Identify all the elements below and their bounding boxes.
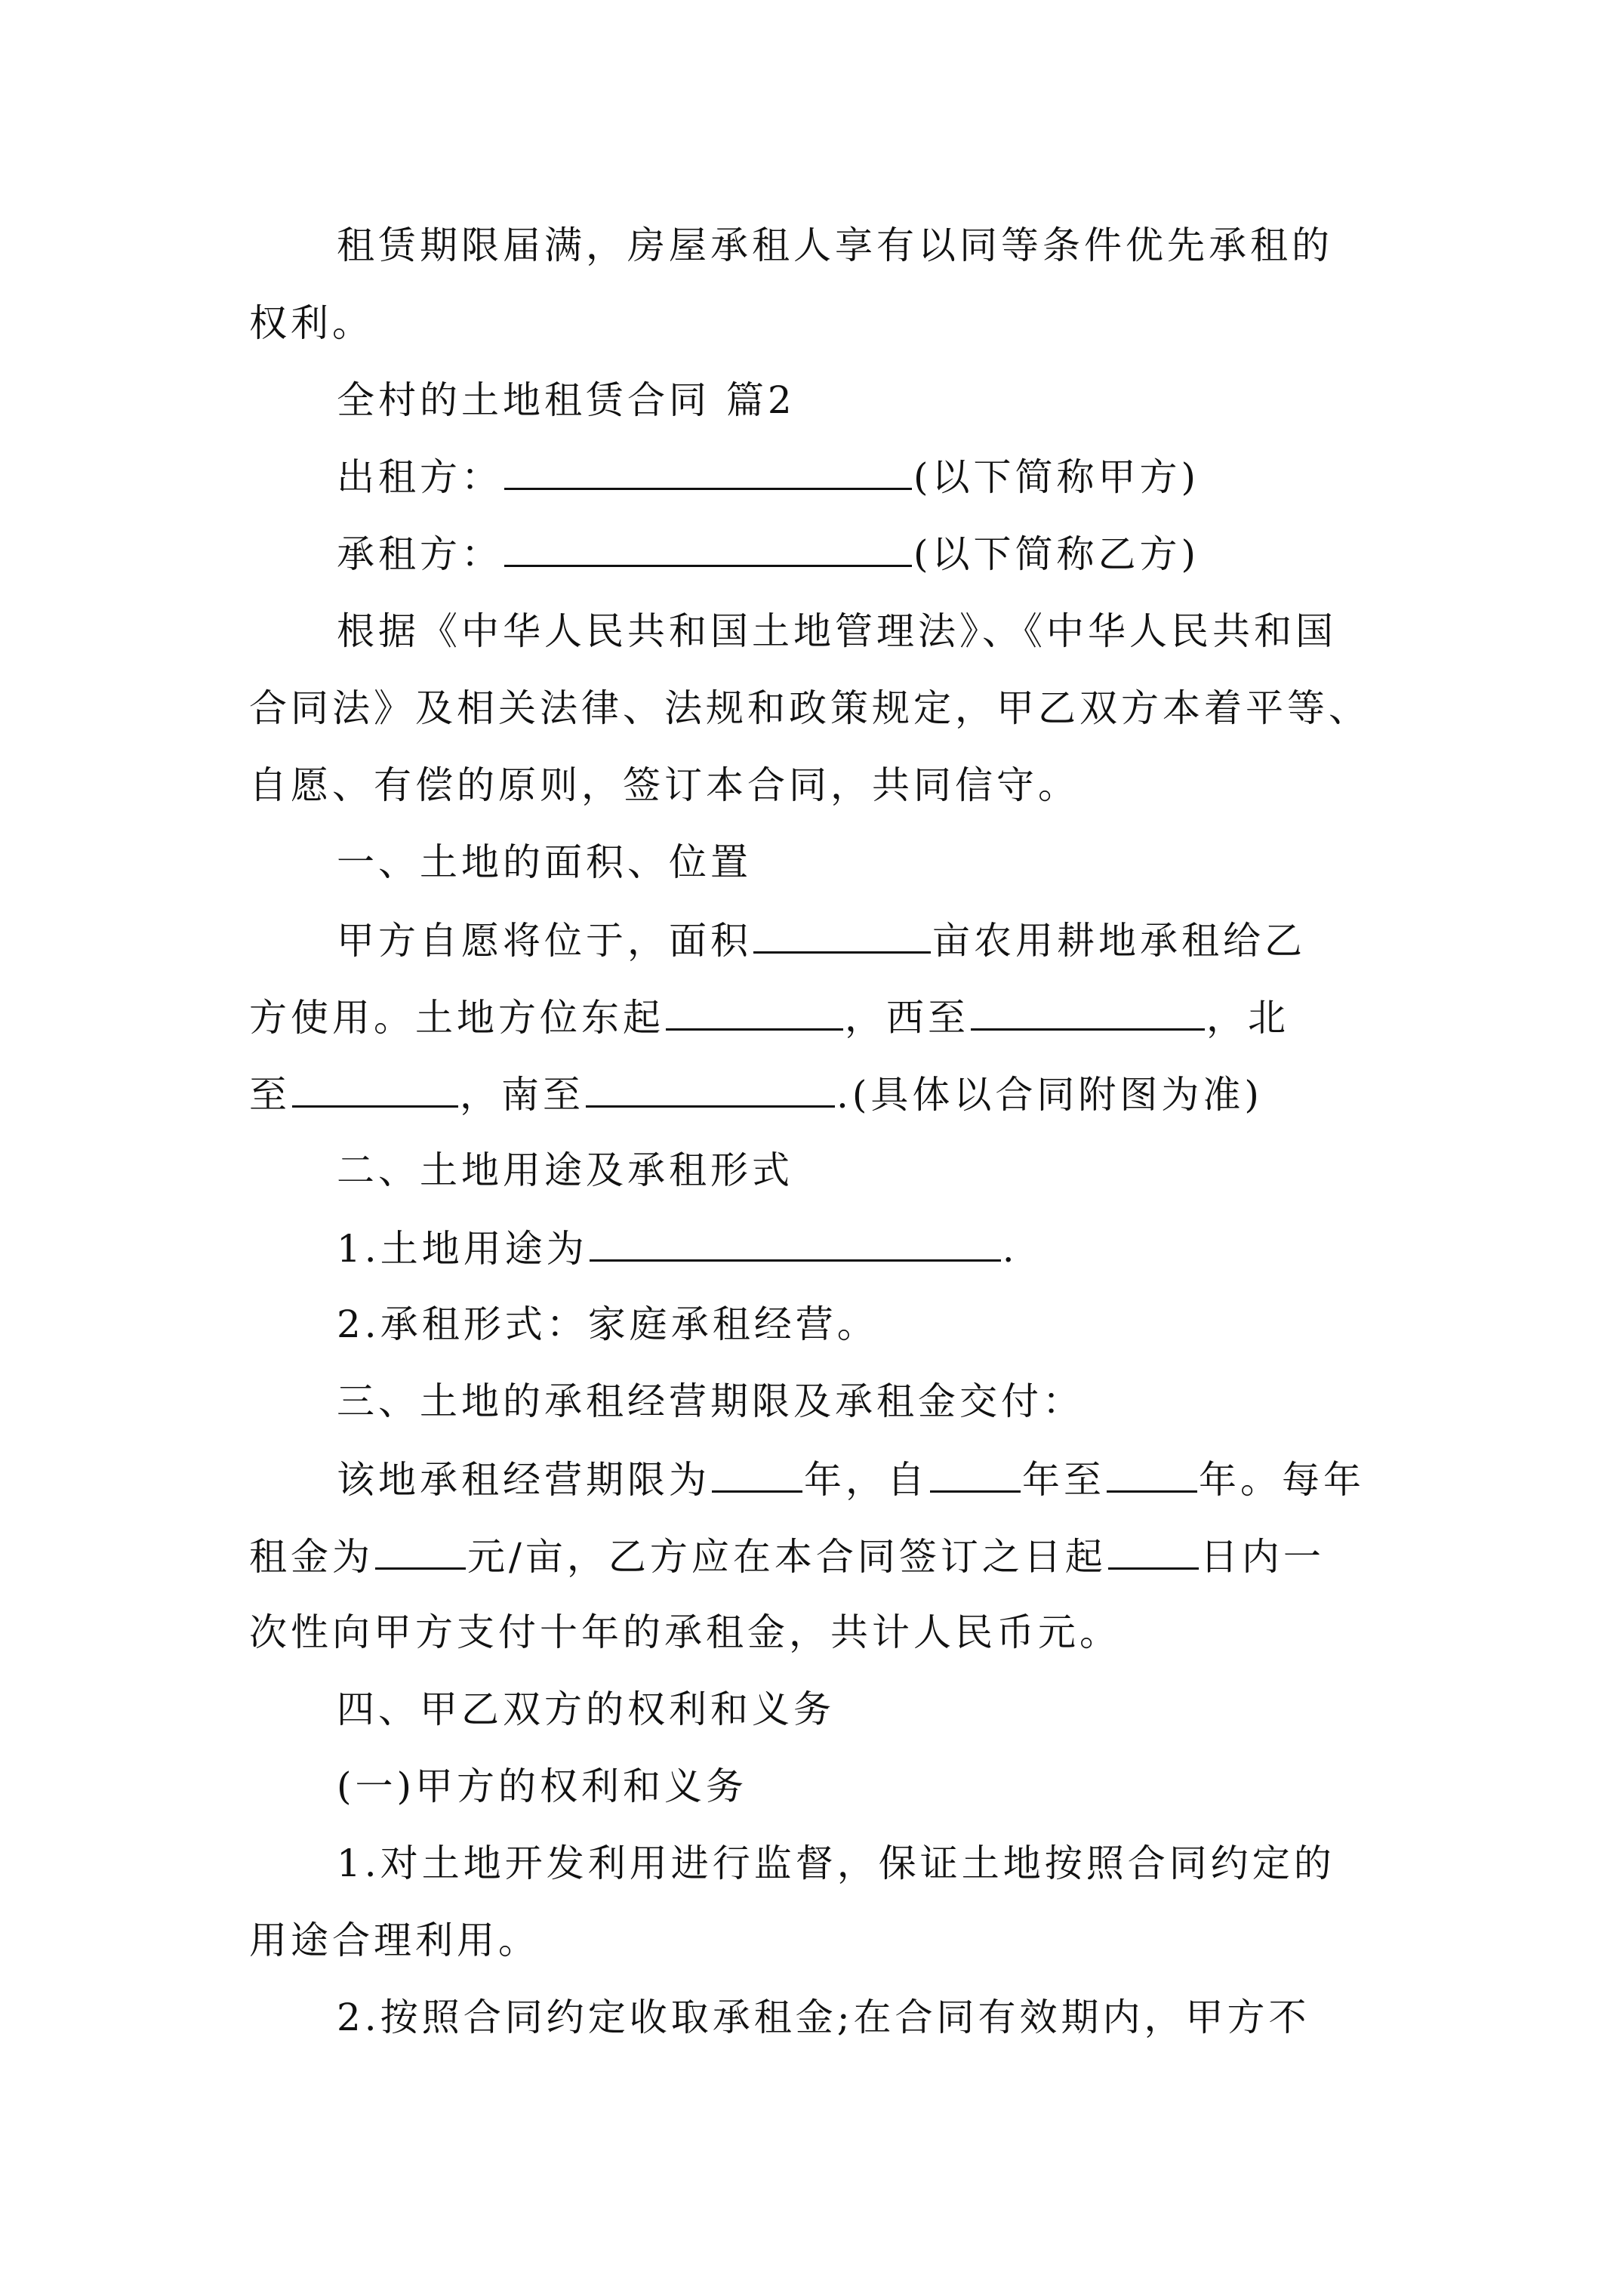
paragraph-line: 根据《中华人民共和国土地管理法》、《中华人民共和国 — [337, 609, 1337, 653]
boundary-line-2 — [249, 1063, 1623, 1123]
use-line — [337, 1217, 1623, 1277]
term-prefix: 该地承租经营期限为 — [337, 1458, 710, 1502]
boundary-suffix: .(具体以合同附图为准) — [836, 1073, 1263, 1117]
lessee-blank — [504, 522, 912, 567]
days-blank — [1108, 1525, 1199, 1570]
section-heading: 一、土地的面积、位置 — [337, 840, 752, 884]
west-blank — [971, 986, 1205, 1031]
use-suffix: . — [1002, 1227, 1018, 1271]
term-from: 年，自 — [804, 1458, 929, 1502]
section-heading: 四、甲乙双方的权利和义务 — [337, 1687, 835, 1731]
south-label: ，南至 — [460, 1073, 584, 1117]
paragraph-line: 2.按照合同约定收取承租金;在合同有效期内，甲方不 — [337, 1996, 1310, 2039]
start-year-blank — [930, 1448, 1021, 1493]
rent-middle: 元/亩，乙方应在本合同签订之日起 — [467, 1535, 1107, 1579]
paragraph-line: 1.对土地开发利用进行监督，保证土地按照合同约定的 — [337, 1841, 1335, 1885]
west-label: ，西至 — [845, 996, 969, 1040]
paragraph-line: 合同法》及相关法律、法规和政策规定，甲乙双方本着平等、 — [249, 686, 1370, 730]
end-year-blank — [1107, 1448, 1197, 1493]
area-blank — [753, 909, 931, 954]
rent-suffix: 日内一 — [1200, 1535, 1325, 1579]
lessee-label: 承租方： — [337, 532, 503, 576]
south-blank — [586, 1063, 835, 1108]
rent-blank — [375, 1525, 466, 1570]
term-blank — [712, 1448, 802, 1493]
lessee-line — [337, 522, 1623, 583]
area-prefix: 甲方自愿将位于，面积 — [337, 919, 752, 963]
boundary-line — [249, 986, 1623, 1046]
east-prefix: 方使用。土地方位东起 — [249, 996, 664, 1040]
lessee-suffix: (以下简称乙方) — [913, 532, 1200, 576]
east-blank — [666, 986, 843, 1031]
term-suffix: 年。每年 — [1199, 1458, 1365, 1502]
subsection-heading: (一)甲方的权利和义务 — [337, 1764, 748, 1808]
rent-line — [249, 1525, 1623, 1586]
section-heading: 二、土地用途及承租形式 — [337, 1148, 793, 1192]
paragraph-line: 用途合理利用。 — [249, 1918, 540, 1962]
north-blank — [292, 1063, 458, 1108]
paragraph-line: 租赁期限届满，房屋承租人享有以同等条件优先承租的 — [337, 223, 1333, 267]
lessor-suffix: (以下简称甲方) — [913, 455, 1200, 499]
lessor-line — [337, 445, 1623, 506]
section-heading: 全村的土地租赁合同 篇2 — [337, 378, 796, 422]
lessor-label: 出租方： — [337, 455, 503, 499]
area-line — [337, 909, 1623, 969]
use-blank — [590, 1217, 1001, 1262]
north-label: ，北 — [1206, 996, 1289, 1040]
north-prefix: 至 — [249, 1073, 291, 1117]
paragraph-line: 自愿、有偿的原则，签订本合同，共同信守。 — [249, 763, 1079, 807]
term-line — [337, 1448, 1623, 1509]
term-to: 年至 — [1022, 1458, 1105, 1502]
paragraph-line: 权利。 — [249, 301, 374, 345]
rent-prefix: 租金为 — [249, 1535, 374, 1579]
area-suffix: 亩农用耕地承租给乙 — [932, 919, 1306, 963]
section-heading: 三、土地的承租经营期限及承租金交付： — [337, 1379, 1084, 1423]
use-prefix: 1.土地用途为 — [337, 1227, 588, 1271]
paragraph-line: 次性向甲方支付十年的承租金，共计人民币元。 — [249, 1610, 1121, 1654]
paragraph-line: 2.承租形式：家庭承租经营。 — [337, 1302, 879, 1346]
lessor-blank — [504, 445, 912, 490]
